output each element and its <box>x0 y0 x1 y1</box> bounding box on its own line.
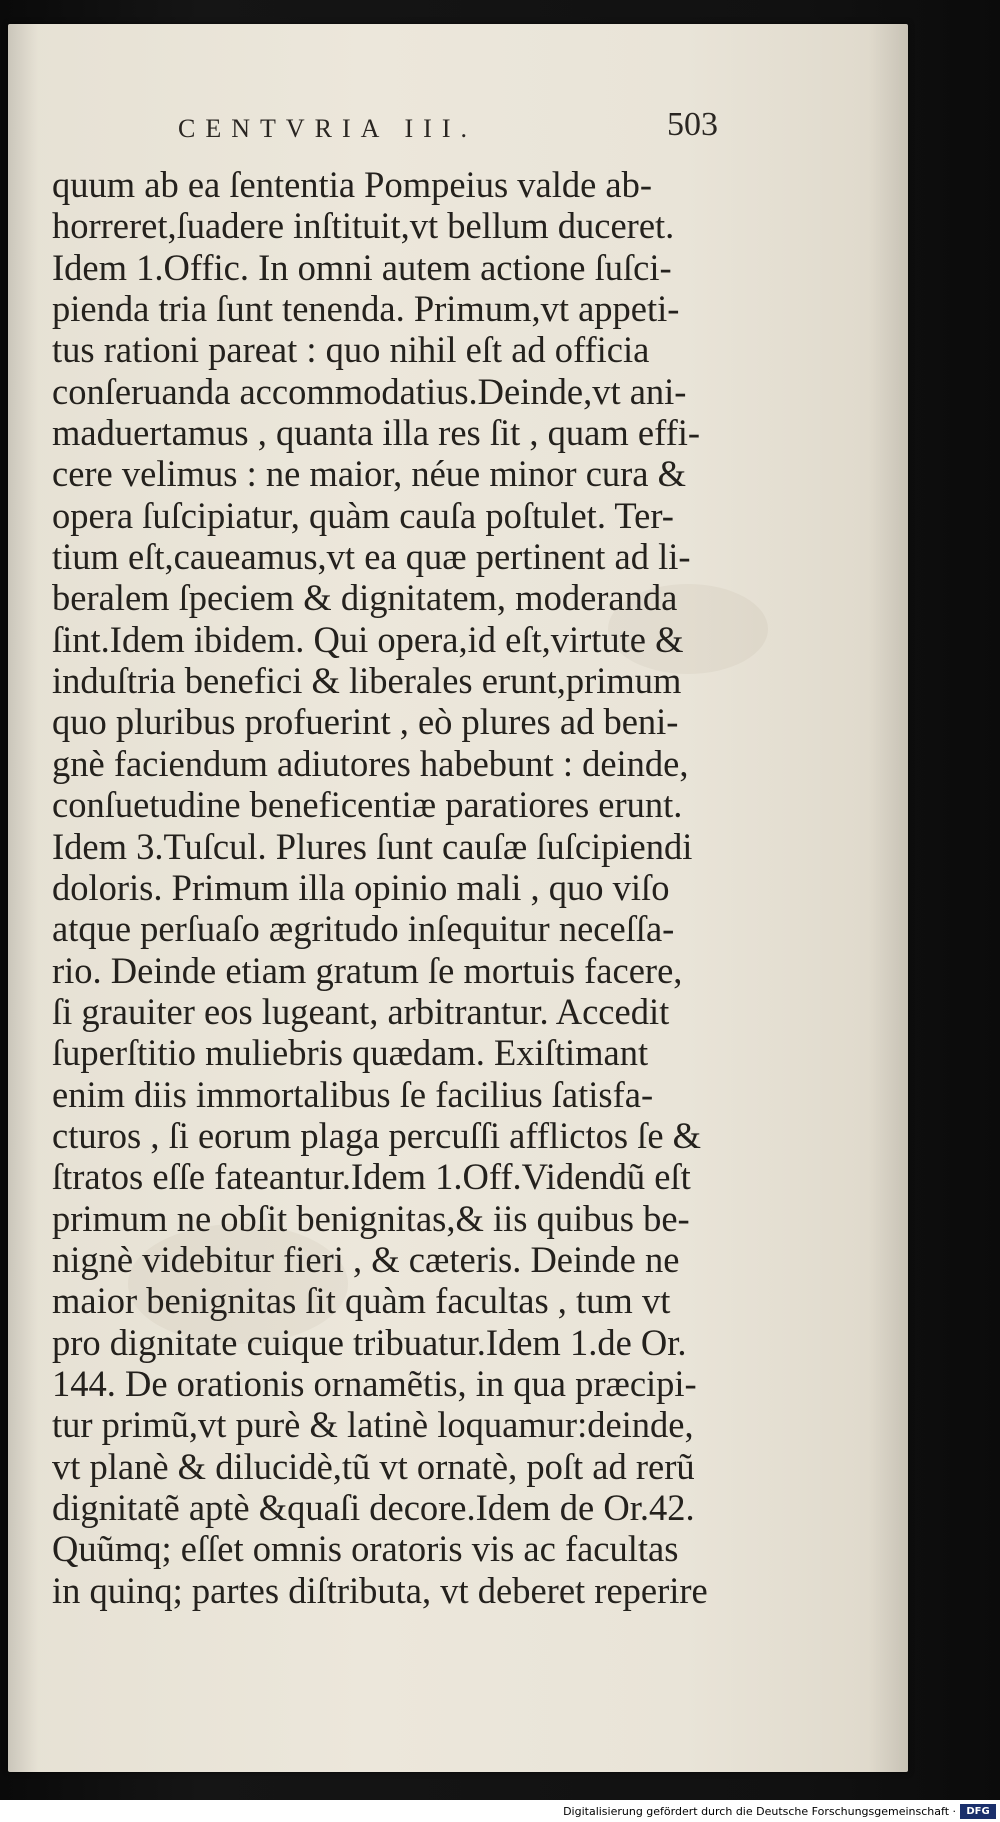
text-line: ſuperſtitio muliebris quædam. Exiſtimant <box>52 1032 649 1074</box>
text-line: rio. Deinde etiam gratum ſe mortuis facere, <box>52 949 683 991</box>
page-number: 503 <box>667 106 718 143</box>
text-line: Quũmq; eſſet omnis oratoris vis ac facultas <box>52 1528 679 1570</box>
text-line: pienda tria ſunt tenenda. Primum,vt appeti- <box>52 288 680 330</box>
running-head <box>168 90 728 143</box>
book-page <box>8 24 908 1772</box>
text-line: in quinq; partes diſtributa, vt deberet reperire <box>52 1569 708 1611</box>
text-line: pro dignitate cuique tribuatur.Idem 1.de Or. <box>52 1321 687 1363</box>
text-line: atque perſuaſo ægritudo inſequitur neceſſa- <box>52 908 675 950</box>
text-line: beralem ſpeciem & dignitatem, moderanda <box>52 577 678 619</box>
text-line: maior benignitas ſit quàm facultas , tum vt <box>52 1280 671 1322</box>
funding-credit: Digitalisierung gefördert durch die Deutsche Forschungsgemeinschaft · <box>563 1805 956 1818</box>
text-line: enim diis immortalibus ſe facilius ſatisfa- <box>52 1073 654 1115</box>
text-line: quum ab ea ſententia Pompeius valde ab- <box>52 164 653 205</box>
text-line: ſtratos eſſe fateantur.Idem 1.Off.Videndũ eſt <box>52 1156 691 1198</box>
text-line: vt planè & dilucidè,tũ vt ornatè, poſt ad rerũ <box>52 1445 695 1487</box>
text-line: tur primũ,vt purè & latinè loquamur:deinde, <box>52 1404 694 1446</box>
text-line: opera ſuſcipiatur, quàm cauſa poſtulet. Ter- <box>52 494 674 536</box>
text-line: doloris. Primum illa opinio mali , quo viſo <box>52 866 670 908</box>
dfg-logo: DFG <box>960 1804 996 1819</box>
body-text <box>52 164 752 1611</box>
text-line: tium eſt,caueamus,vt ea quæ pertinent ad li- <box>52 536 691 578</box>
text-line: maduertamus , quanta illa res ſit , quam effi- <box>52 412 701 454</box>
text-line: cturos , ſi eorum plaga percuſſi afflictos ſe & <box>52 1114 702 1156</box>
text-line: horreret,ſuadere inſtituit,vt bellum duceret. <box>52 205 675 247</box>
text-line: ſint.Idem ibidem. Qui opera,id eſt,virtute & <box>52 618 684 660</box>
text-line: dignitatẽ aptè &quaſi decore.Idem de Or.42. <box>52 1487 695 1528</box>
text-line: cere velimus : ne maior, néue minor cura & <box>52 453 687 495</box>
text-line: primum ne obſit benignitas,& iis quibus be- <box>52 1197 690 1239</box>
text-line: 144. De orationis ornamẽtis, in qua præcipi- <box>52 1362 697 1404</box>
text-line: quo pluribus profuerint , eò plures ad beni- <box>52 701 679 743</box>
text-line: tus rationi pareat : quo nihil eſt ad officia <box>52 329 650 371</box>
text-line: ſi grauiter eos lugeant, arbitrantur. Accedit <box>52 990 670 1032</box>
text-line: Idem 1.Offic. In omni autem actione ſuſci- <box>52 246 672 288</box>
page-edge-shadow <box>868 24 908 1772</box>
text-line: nignè videbitur fieri , & cæteris. Deinde ne <box>52 1238 680 1280</box>
text-line: gnè faciendum adiutores habebunt : deinde, <box>52 742 689 784</box>
text-line: conſeruanda accommodatius.Deinde,vt ani- <box>52 370 687 412</box>
text-line: induſtria benefici & liberales erunt,primum <box>52 660 682 702</box>
footer-bar <box>0 1800 1000 1822</box>
running-head-title: CENTVRIA III. <box>178 114 477 143</box>
text-line: Idem 3.Tuſcul. Plures ſunt cauſæ ſuſcipiendi <box>52 825 693 867</box>
text-line: conſuetudine beneficentiæ paratiores erunt. <box>52 784 683 826</box>
page-gutter-shadow <box>8 24 38 1772</box>
